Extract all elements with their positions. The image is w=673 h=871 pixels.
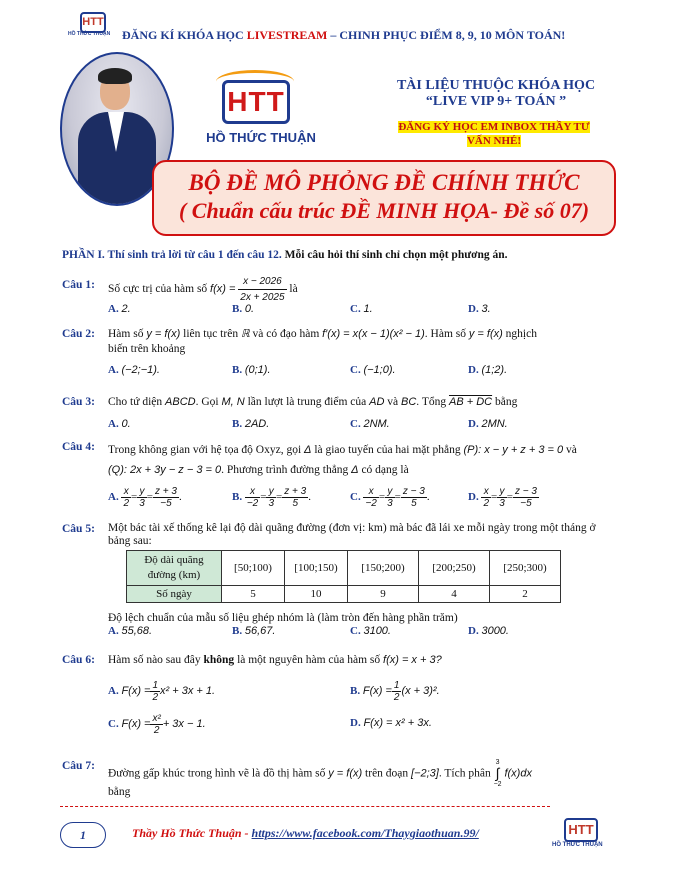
q1-fraction bbox=[238, 274, 286, 305]
banner-livestream: LIVESTREAM bbox=[246, 28, 328, 42]
exam-subtitle: ( Chuẩn cấu trúc ĐỀ MINH HỌA- Đề số 07) bbox=[178, 198, 590, 223]
q5-val-2: 10 bbox=[285, 586, 348, 603]
q5-option-c: C. 3100. bbox=[350, 625, 391, 637]
q4-option-c: C. $\frac{x}{-2}$ = $\frac{y}{3}$ = $\frac{z - 3}{5}$ . bbox=[350, 486, 430, 509]
q6-text: Hàm số nào sau đây không là một nguyên hàm của hàm số f(x) = x + 3? bbox=[108, 654, 442, 666]
q1-option-a: A. 2. bbox=[108, 303, 131, 315]
course-title-line2: “LIVE VIP 9+ TOÁN ” bbox=[425, 94, 567, 109]
q2-text: Hàm số y = f(x) liên tục trên ℝ và có đạo hàm f′(x) = x(x − 1)(x² − 1). Hàm số y = f(x) nghịch biến trên khoảng bbox=[108, 328, 537, 355]
q5-col-5: [250;300) bbox=[490, 551, 561, 586]
inbox-line2: VẤN NHÉ! bbox=[466, 135, 522, 147]
q1-tail: là bbox=[289, 283, 298, 296]
q4-option-a: A. $\frac{x}{2}$ = $\frac{y}{3}$ = $\frac{z + 3}{-5}$ . bbox=[108, 486, 182, 509]
q1-fn: f(x) = bbox=[210, 283, 236, 296]
page-number: 1 bbox=[60, 822, 106, 848]
footer-credit: Thầy Hồ Thức Thuận - https://www.facebook.com/Thaygiaothuan.99/ bbox=[132, 826, 479, 840]
q5-after: Độ lệch chuẩn của mẫu số liệu ghép nhóm là (làm tròn đến hàng phần trăm) bbox=[108, 612, 458, 624]
small-logo: HTT bbox=[80, 12, 106, 33]
q1-den: 2x + 2025 bbox=[240, 292, 285, 303]
q3-option-d: D. 2MN. bbox=[468, 418, 508, 430]
part-text: Thí sinh trả lời từ câu 1 đến câu 12. bbox=[107, 249, 282, 261]
q3-label: Câu 3: bbox=[62, 396, 95, 408]
q6-option-a: A. F(x) = $\frac{1}{2}$ x² + 3x + 1. bbox=[108, 680, 216, 703]
q5-text: Một bác tài xế thống kê lại độ dài quãng đường (đơn vị: km) mà bác đã lái xe mỗi ngày trong một tháng ở bảng sau: bbox=[108, 522, 596, 547]
q5-label: Câu 5: bbox=[62, 523, 95, 535]
footer-divider bbox=[60, 806, 550, 807]
q5-val-4: 4 bbox=[419, 586, 490, 603]
q1-num: x − 2026 bbox=[238, 274, 286, 290]
brand-name: HỒ THỨC THUẬN bbox=[206, 130, 316, 145]
q5-col-1: [50;100) bbox=[222, 551, 285, 586]
banner-prefix: ĐĂNG KÍ KHÓA HỌC bbox=[122, 28, 244, 42]
q2-label: Câu 2: bbox=[62, 328, 95, 340]
part-heading bbox=[62, 249, 508, 261]
q5-val-5: 2 bbox=[490, 586, 561, 603]
footer-logo-caption: HỒ THỨC THUẬN bbox=[552, 842, 603, 848]
q3-option-c: C. 2NM. bbox=[350, 418, 390, 430]
q1-option-c: C. 1. bbox=[350, 303, 373, 315]
q5-option-d: D. 3000. bbox=[468, 625, 509, 637]
q5-option-a: A. 55,68. bbox=[108, 625, 153, 637]
q2-option-a: A. (−2;−1). bbox=[108, 364, 160, 376]
q7-label: Câu 7: bbox=[62, 760, 95, 772]
part-bold: Mỗi câu hỏi thí sinh chỉ chọn một phương án. bbox=[284, 249, 508, 261]
course-title bbox=[376, 78, 616, 110]
q1-stem: Số cực trị của hàm số bbox=[108, 283, 208, 296]
course-title-line1: TÀI LIỆU THUỘC KHÓA HỌC bbox=[396, 78, 596, 93]
exam-title-box bbox=[152, 160, 616, 236]
q5-table-h1: Độ dài quãng đường (km) bbox=[127, 551, 222, 586]
small-logo-caption: HỒ THỨC THUẬN bbox=[68, 31, 111, 37]
q6-option-b: B. F(x) = $\frac{1}{2}$ (x + 3)². bbox=[350, 680, 440, 703]
footer-logo: HTT bbox=[564, 818, 598, 842]
q4-option-d: D. $\frac{x}{2}$ = $\frac{y}{3}$ = $\frac{z - 3}{-5}$ bbox=[468, 486, 537, 509]
q5-table-h2: Số ngày bbox=[127, 586, 222, 603]
q2-option-d: D. (1;2). bbox=[468, 364, 508, 376]
brand-logo bbox=[216, 78, 296, 124]
q6-option-d: D. F(x) = x² + 3x. bbox=[350, 717, 432, 729]
q6-option-c: C. F(x) = $\frac{\text{x²}}{2}$ + 3x − 1. bbox=[108, 713, 206, 736]
footer-author: Thầy Hồ Thức Thuận bbox=[132, 826, 242, 840]
q5-col-4: [200;250) bbox=[419, 551, 490, 586]
q1-option-d: D. 3. bbox=[468, 303, 491, 315]
q3-option-a: A. 0. bbox=[108, 418, 131, 430]
brand-logo-text: HTT bbox=[222, 80, 290, 124]
q5-col-3: [150;200) bbox=[348, 551, 419, 586]
q1-label: Câu 1: bbox=[62, 279, 95, 291]
q6-label: Câu 6: bbox=[62, 654, 95, 666]
banner-rest: – CHINH PHỤC ĐIỂM 8, 9, 10 MÔN TOÁN! bbox=[330, 28, 566, 42]
q3-option-b: B. 2AD. bbox=[232, 418, 270, 430]
q2-option-c: C. (−1;0). bbox=[350, 364, 396, 376]
inbox-note bbox=[384, 120, 604, 148]
q4-label: Câu 4: bbox=[62, 441, 95, 453]
q7-text: Đường gấp khúc trong hình vẽ là đồ thị hàm số y = f(x) trên đoạn [−2;3]. Tích phân 3 ∫ −2 f(x)dx bbox=[108, 759, 532, 788]
q5-val-3: 9 bbox=[348, 586, 419, 603]
q4-option-b: B. $\frac{x}{-2}$ = $\frac{y}{3}$ = $\frac{z + 3}{5}$ . bbox=[232, 486, 311, 509]
q1-text bbox=[108, 274, 298, 305]
inbox-line1: ĐĂNG KÝ HỌC EM INBOX THẦY TƯ bbox=[398, 121, 590, 133]
q5-option-b: B. 56,67. bbox=[232, 625, 276, 637]
q5-val-1: 5 bbox=[222, 586, 285, 603]
q5-table bbox=[126, 550, 561, 603]
q5-col-2: [100;150) bbox=[285, 551, 348, 586]
footer-link[interactable]: https://www.facebook.com/Thaygiaothuan.99/ bbox=[251, 826, 479, 840]
exam-title: BỘ ĐỀ MÔ PHỎNG ĐỀ CHÍNH THỨC bbox=[188, 170, 580, 195]
top-banner bbox=[122, 28, 673, 43]
q3-text: Cho tứ diện ABCD. Gọi M, N lần lượt là trung điểm của AD và BC. Tổng AB + DC bằng bbox=[108, 396, 518, 408]
q4-text: Trong không gian với hệ tọa độ Oxyz, gọi Δ là giao tuyến của hai mặt phẳng (P): x − y + z + 3 = 0 và (Q): 2x + 3y − z − 3 = 0. Phương trình đường thẳng Δ có dạng là bbox=[108, 444, 577, 476]
q2-option-b: B. (0;1). bbox=[232, 364, 271, 376]
q1-option-b: B. 0. bbox=[232, 303, 255, 315]
q7-tail: bằng bbox=[108, 786, 131, 798]
part-label: PHẦN I. bbox=[62, 249, 105, 261]
